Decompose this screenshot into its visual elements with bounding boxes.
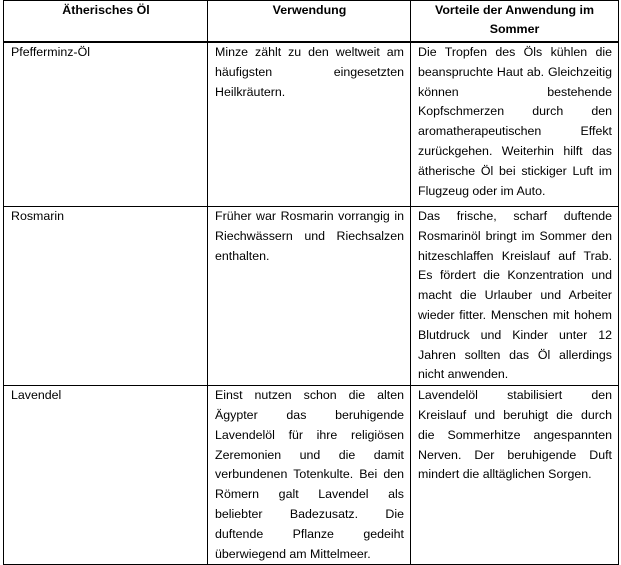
usage-cell: Früher war Rosmarin vorrangig in Riechwässern und Riechsalzen enthalten. [208,207,411,386]
column-header-usage: Verwendung [208,1,411,43]
table-row [4,386,619,565]
table-row [4,207,619,386]
usage-cell: Minze zählt zu den weltweit am häufigsten eingesetzten Heilkräutern. [208,42,411,207]
oil-name-cell: Pfefferminz-Öl [4,42,208,207]
benefits-cell: Das frische, scharf duftende Rosmarinöl bringt im Sommer den hitzeschlaffen Kreislauf auf Trab. Es fördert die Konzentration und macht die Urlauber und Arbeiter wieder fitter. Menschen mit hohem Blutdruck und Kinder unter 12 Jahren sollten das Öl allerdings nicht anwenden. [411,207,619,386]
benefits-cell: Die Tropfen des Öls kühlen die beanspruchte Haut ab. Gleichzeitig können bestehende Kopfschmerzen durch den aromatherapeutischen Effekt zurückgehen. Weiterhin hilft das ätherische Öl bei stickiger Luft im Flugzeug oder im Auto. [411,42,619,207]
column-header-oil: Ätherisches Öl [4,1,208,43]
oil-name-cell: Rosmarin [4,207,208,386]
oil-name-cell: Lavendel [4,386,208,565]
usage-cell: Einst nutzen schon die alten Ägypter das beruhigende Lavendelöl für ihre religiösen Zeremonien und die damit verbundenen Totenkulte. Bei den Römern galt Lavendel als beliebter Badezusatz. Die duftende Pflanze gedeiht überwiegend am Mittelmeer. [208,386,411,565]
table-row [4,42,619,207]
column-header-benefits: Vorteile der Anwendung im Sommer [411,1,619,43]
table-header-row [4,1,619,43]
essential-oils-table [3,0,619,565]
benefits-cell: Lavendelöl stabilisiert den Kreislauf und beruhigt die durch die Sommerhitze angespannten Nerven. Der beruhigende Duft mindert die alltäglichen Sorgen. [411,386,619,565]
